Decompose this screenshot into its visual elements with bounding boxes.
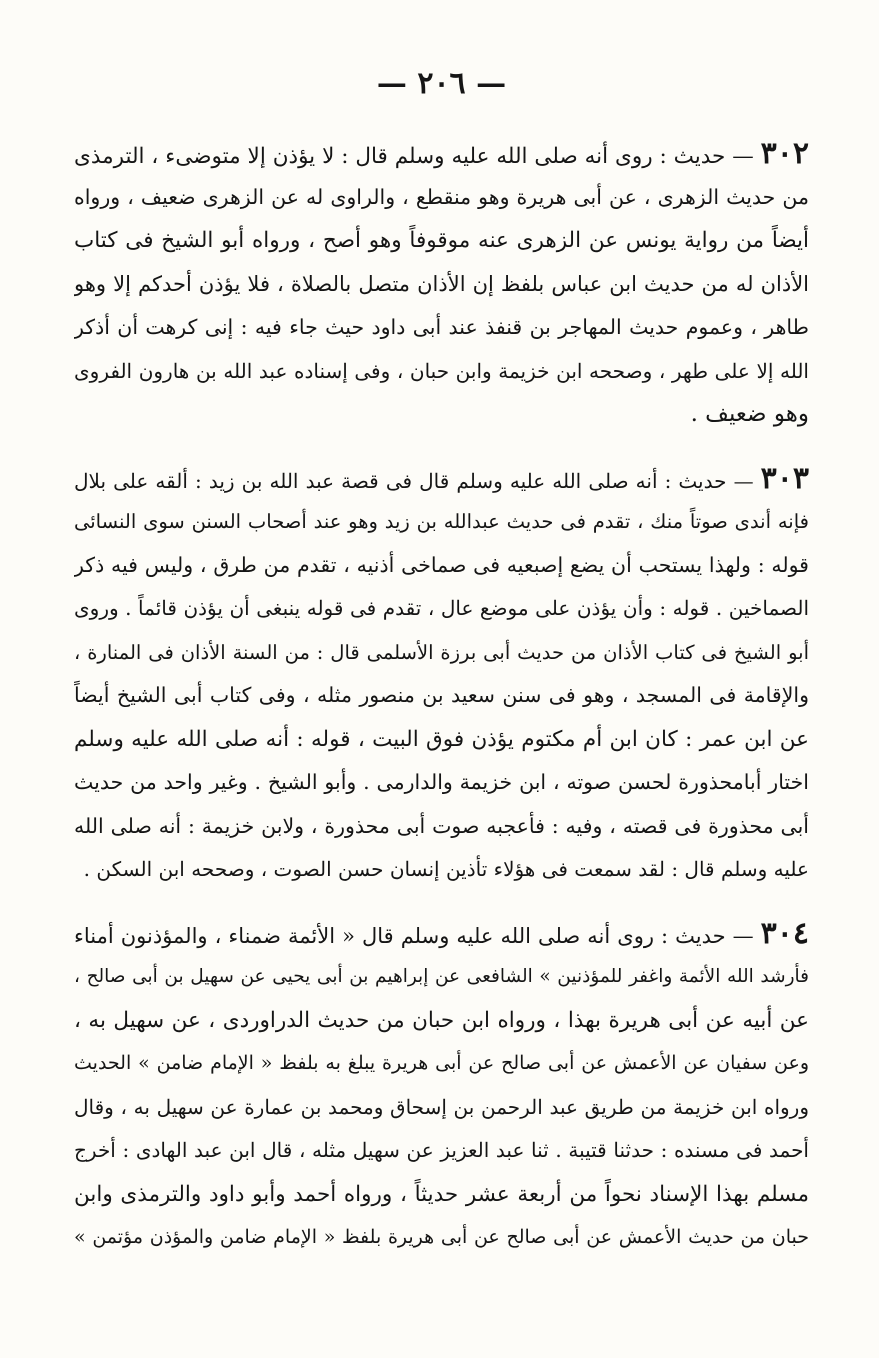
entry-line: عليه وسلم قال : لقد سمعت فى هؤلاء تأذين إنسان حسن الصوت ، وصححه ابن السكن .: [83, 857, 809, 881]
entry-line: ٣٠٣ — حديث : أنه صلى الله عليه وسلم قال فى قصة عبد الله بن زيد : ألقه على بلال: [74, 460, 809, 496]
entry-line: حبان من حديث الأعمش عن أبى صالح عن أبى هريرة بلفظ « الإمام ضامن والمؤذن مؤتمن »: [74, 1226, 809, 1248]
entry-line: اختار أبامحذورة لحسن صوته ، ابن خزيمة والدارمى . وأبو الشيخ . وغير واحد من حديث: [74, 770, 809, 794]
entry-number: ٣٠٣: [760, 460, 809, 496]
hadith-entry-304: [74, 912, 809, 1260]
hadith-entry-302: [74, 132, 809, 437]
entry-line: فأرشد الله الأئمة واغفر للمؤذنين » الشافعى عن إبراهيم بن أبى يحيى عن سهيل بن أبى صالح ،: [74, 966, 809, 987]
entry-number: ٣٠٤: [760, 915, 809, 951]
entry-line: أيضاً من رواية يونس عن الزهرى عنه موقوفاً وهو أصح ، ورواه أبو الشيخ فى كتاب: [74, 228, 809, 253]
entry-line: عن ابن عمر : كان ابن أم مكتوم يؤذن فوق البيت ، قوله : أنه صلى الله عليه وسلم: [74, 726, 809, 752]
entry-line: أبو الشيخ فى كتاب الأذان من حديث أبى برزة الأسلمى قال : من السنة الأذان فى المنارة ،: [74, 640, 809, 664]
entry-line: وعن سفيان عن الأعمش عن أبى صالح عن أبى هريرة يبلغ به بلفظ « الإمام ضامن » الحديث: [74, 1052, 809, 1074]
entry-line: أحمد فى مسنده : حدثنا قتيبة . ثنا عبد العزيز عن سهيل مثله ، قال ابن عبد الهادى : أخرج: [74, 1138, 809, 1162]
entry-line: الله إلا على طهر ، وصححه ابن خزيمة وابن حبان ، وفى إسناده عبد الله بن هارون الفروى: [74, 358, 809, 383]
entry-line: قوله : ولهذا يستحب أن يضع إصبعيه فى صماخى أذنيه ، تقدم من طرق ، وليس فيه ذكر: [74, 552, 809, 577]
entry-line: طاهر ، وعموم حديث المهاجر بن قنفذ عند أبى داود حيث جاء فيه : إنى كرهت أن أذكر: [74, 315, 809, 339]
entry-line: الأذان له من حديث ابن عباس بلفظ إن الأذان متصل بالصلاة ، فلا يؤذن أحدكم إلا وهو: [74, 271, 809, 296]
entry-line: وهو ضعيف .: [690, 401, 809, 427]
entry-line: من حديث الزهرى ، عن أبى هريرة وهو منقطع ، والراوى له عن الزهرى ضعيف ، ورواه: [74, 184, 809, 209]
entry-line: عن أبيه عن أبى هريرة بهذا ، ورواه ابن حبان من حديث الدراوردى ، عن سهيل به ،: [74, 1007, 809, 1033]
entry-line: أبى محذورة فى قصته ، وفيه : فأعجبه صوت أبى محذورة ، ولابن خزيمة : أنه صلى الله: [74, 813, 809, 838]
entry-line: ورواه ابن خزيمة من طريق عبد الرحمن بن إسحاق ومحمد بن عمارة عن سهيل به ، وقال: [74, 1094, 809, 1119]
entry-line: فإنه أندى صوتاً منك ، تقدم فى حديث عبدالله بن زيد وهو عند أصحاب السنن سوى النسائى: [74, 510, 809, 533]
entry-line: والإقامة فى المسجد ، وهو فى سنن سعيد بن منصور مثله ، وفى كتاب أبى الشيخ أيضاً: [74, 683, 809, 707]
entry-line: ٣٠٤ — حديث : روى أنه صلى الله عليه وسلم قال « الأئمة ضمناء ، والمؤذنون أمناء: [74, 915, 809, 951]
entry-line: ٣٠٢ — حديث : روى أنه صلى الله عليه وسلم قال : لا يؤذن إلا متوضىء ، الترمذى: [74, 136, 809, 171]
entry-number: ٣٠٢: [760, 136, 809, 171]
entry-line: الصماخين . قوله : وأن يؤذن على موضع عال ، تقدم فى قوله ينبغى أن يؤذن قائماً . وروى: [74, 596, 809, 620]
hadith-entry-303: [74, 457, 809, 892]
page-number: — ٢٠٦ —: [376, 66, 507, 101]
entry-line: مسلم بهذا الإسناد نحواً من أربعة عشر حديثاً ، ورواه أحمد وأبو داود والترمذى وابن: [74, 1181, 809, 1207]
